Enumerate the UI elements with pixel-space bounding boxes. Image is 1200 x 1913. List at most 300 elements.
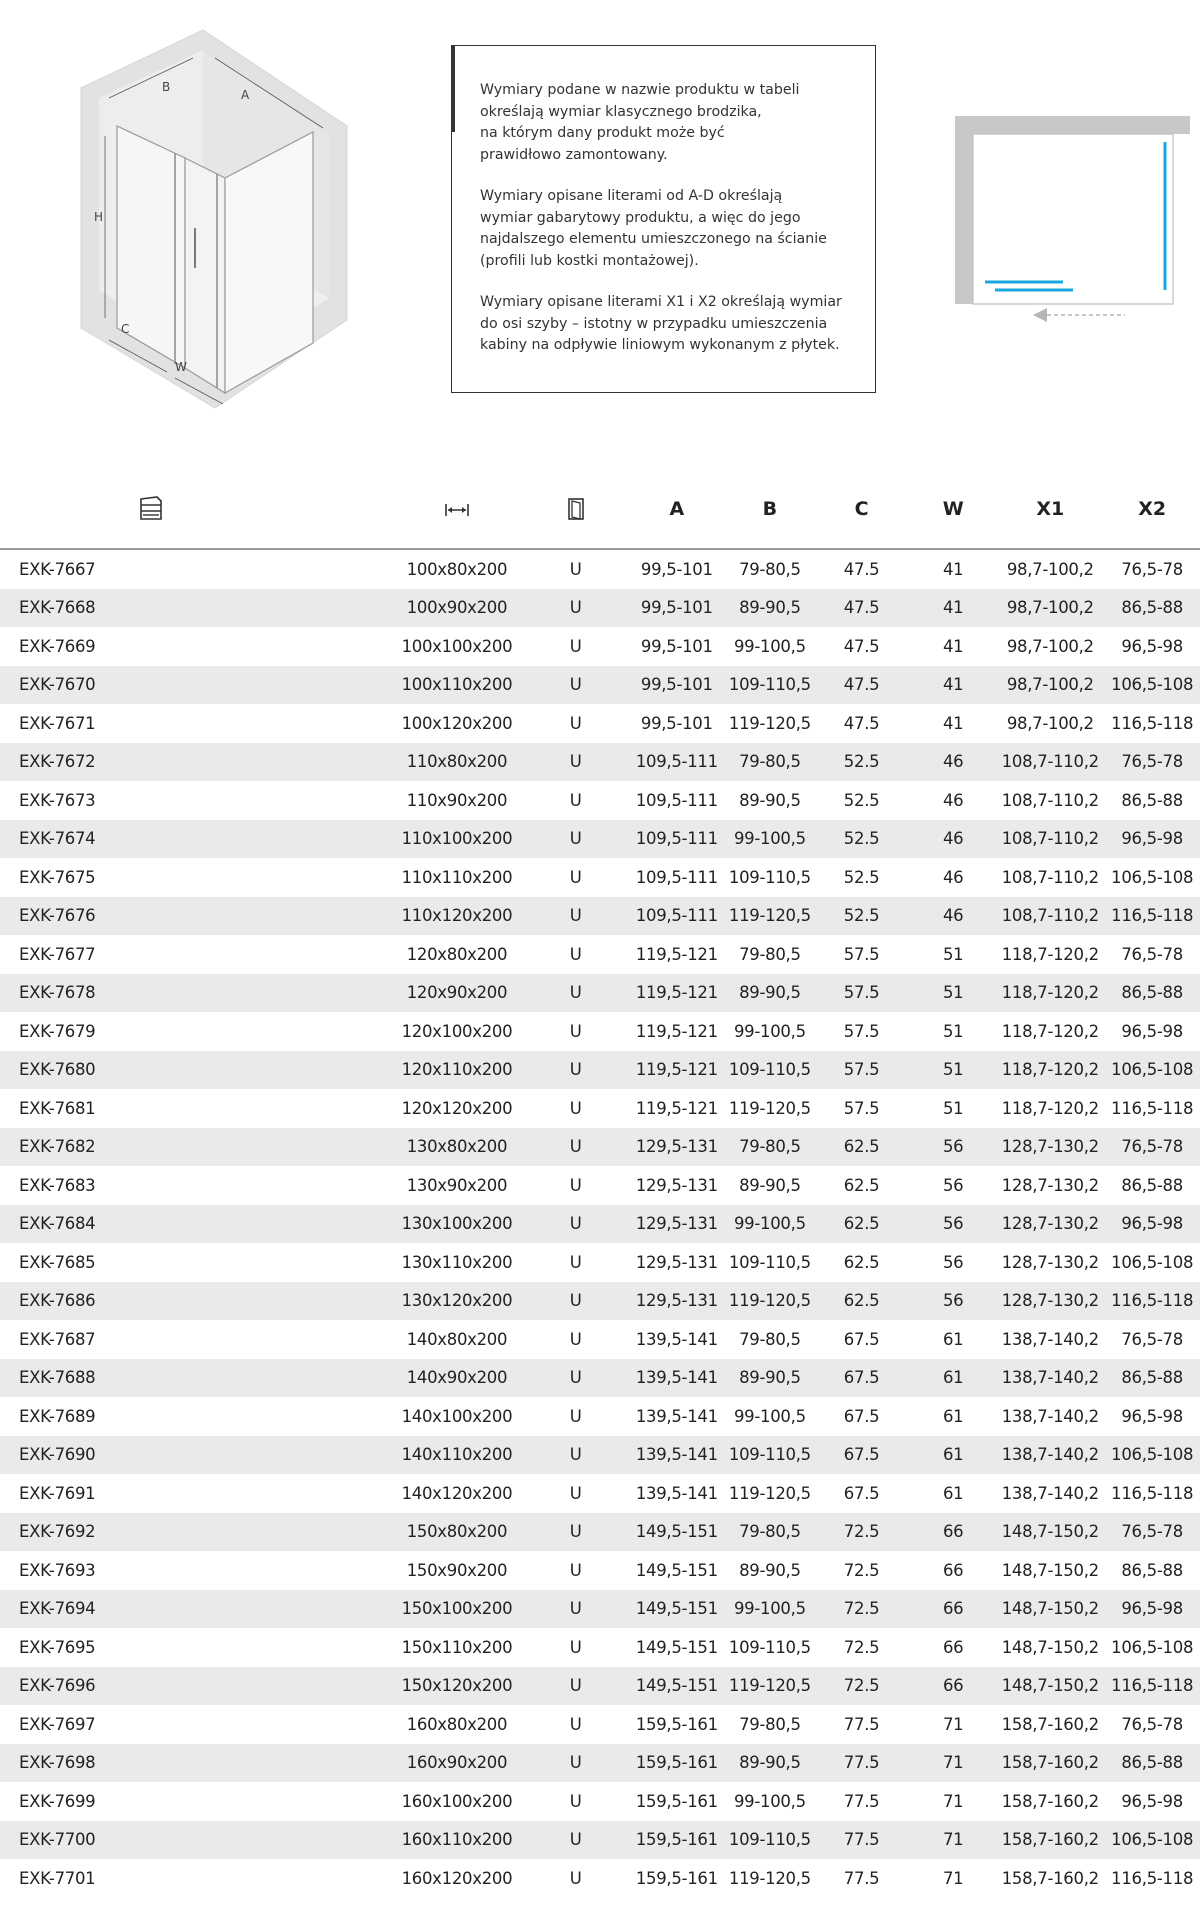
product-code-cell: EXK-7692 <box>0 1513 390 1552</box>
x1-cell: 148,7-150,2 <box>996 1513 1104 1552</box>
a-cell: 129,5-131 <box>635 1252 718 1272</box>
x2-cell: 106,5-108 <box>1111 1637 1194 1657</box>
diagram-label-a: A <box>241 88 250 102</box>
c-cell: 77.5 <box>813 1744 910 1783</box>
diagram-label-c: C <box>121 322 130 336</box>
c-cell: 47.5 <box>813 666 910 705</box>
product-code-cell: EXK-7685 <box>19 1252 96 1272</box>
header-door-type <box>524 470 627 549</box>
c-cell: 47.5 <box>813 589 910 628</box>
dimensions-cell: 100x110x200 <box>390 666 525 705</box>
door-type-cell: U <box>524 820 627 859</box>
a-cell: 149,5-151 <box>627 1513 727 1552</box>
info-note-box <box>451 45 876 393</box>
product-code-cell: EXK-7689 <box>19 1406 96 1426</box>
table-row <box>0 1051 1200 1090</box>
door-type-cell: U <box>524 1821 627 1860</box>
door-type-cell: U <box>569 1791 582 1811</box>
dimensions-cell: 160x80x200 <box>406 1714 508 1734</box>
b-cell: 109-110,5 <box>727 1436 813 1475</box>
a-cell: 139,5-141 <box>635 1329 718 1349</box>
a-cell: 99,5-101 <box>640 636 713 656</box>
b-cell: 99-100,5 <box>727 1590 813 1629</box>
x1-cell: 98,7-100,2 <box>1006 713 1094 733</box>
door-type-cell: U <box>569 1637 582 1657</box>
c-cell: 52.5 <box>813 743 910 782</box>
x2-cell: 96,5-98 <box>1104 1205 1200 1244</box>
product-code-cell: EXK-7686 <box>0 1282 390 1321</box>
table-row <box>0 1590 1200 1629</box>
product-code-cell: EXK-7694 <box>0 1590 390 1629</box>
table-row <box>0 858 1200 897</box>
a-cell: 139,5-141 <box>635 1483 718 1503</box>
x2-cell: 96,5-98 <box>1121 1406 1183 1426</box>
c-cell: 67.5 <box>843 1483 880 1503</box>
w-cell: 41 <box>910 589 996 628</box>
c-cell: 77.5 <box>813 1821 910 1860</box>
x2-cell: 106,5-108 <box>1104 1051 1200 1090</box>
w-cell: 61 <box>942 1329 964 1349</box>
x2-cell: 96,5-98 <box>1121 1021 1183 1041</box>
x1-cell: 138,7-140,2 <box>996 1436 1104 1475</box>
a-cell: 159,5-161 <box>635 1791 718 1811</box>
door-type-cell: U <box>524 1205 627 1244</box>
dimensions-cell: 120x90x200 <box>390 974 525 1013</box>
w-cell: 51 <box>942 944 964 964</box>
b-cell: 89-90,5 <box>739 790 801 810</box>
b-cell: 89-90,5 <box>727 589 813 628</box>
product-code-cell: EXK-7671 <box>19 713 96 733</box>
door-type-cell: U <box>569 790 582 810</box>
note-paragraph-3: Wymiary opisane literami X1 i X2 określają wymiar do osi szyby – istotny w przypadku umieszczenia kabiny na odpływie liniowym wykonanym z płytek. <box>480 294 842 353</box>
b-cell: 89-90,5 <box>727 1744 813 1783</box>
x2-cell: 96,5-98 <box>1104 1590 1200 1629</box>
b-cell: 99-100,5 <box>733 1406 806 1426</box>
x1-cell: 138,7-140,2 <box>1001 1406 1099 1426</box>
a-cell: 109,5-111 <box>635 790 718 810</box>
b-cell: 109-110,5 <box>728 1252 811 1272</box>
dimensions-cell: 110x100x200 <box>390 820 525 859</box>
table-row <box>0 1859 1200 1898</box>
table-row <box>0 1436 1200 1475</box>
a-cell: 149,5-151 <box>635 1637 718 1657</box>
a-cell: 129,5-131 <box>627 1205 727 1244</box>
a-cell: 119,5-121 <box>635 1098 718 1118</box>
b-cell: 89-90,5 <box>727 974 813 1013</box>
a-cell: 139,5-141 <box>627 1436 727 1475</box>
dimensions-cell: 100x90x200 <box>390 589 525 628</box>
top-section <box>0 0 1200 420</box>
c-cell: 72.5 <box>843 1637 880 1657</box>
table-row <box>0 974 1200 1013</box>
a-cell: 99,5-101 <box>640 559 713 579</box>
b-cell: 119-120,5 <box>727 1667 813 1706</box>
x2-cell: 86,5-88 <box>1104 974 1200 1013</box>
w-cell: 56 <box>942 1175 964 1195</box>
c-cell: 77.5 <box>843 1714 880 1734</box>
c-cell: 77.5 <box>843 1868 880 1888</box>
product-code-cell: EXK-7701 <box>19 1868 96 1888</box>
w-cell: 71 <box>942 1714 964 1734</box>
product-code-cell: EXK-7674 <box>0 820 390 859</box>
product-code-cell: EXK-7696 <box>0 1667 390 1706</box>
dimensions-cell: 140x110x200 <box>390 1436 525 1475</box>
x2-cell: 116,5-118 <box>1111 713 1194 733</box>
table-row <box>0 589 1200 628</box>
dimensions-table <box>0 470 1200 1898</box>
table-row <box>0 627 1200 666</box>
x1-cell: 98,7-100,2 <box>996 666 1104 705</box>
a-cell: 159,5-161 <box>635 1714 718 1734</box>
door-type-cell: U <box>524 1667 627 1706</box>
door-type-cell: U <box>569 1406 582 1426</box>
b-cell: 109-110,5 <box>727 1821 813 1860</box>
diagram-label-b: B <box>162 80 171 94</box>
product-code-cell: EXK-7677 <box>19 944 96 964</box>
a-cell: 99,5-101 <box>627 666 727 705</box>
x2-cell: 76,5-78 <box>1121 1714 1183 1734</box>
x2-cell: 96,5-98 <box>1121 1791 1183 1811</box>
x1-cell: 158,7-160,2 <box>996 1744 1104 1783</box>
door-type-cell: U <box>569 713 582 733</box>
note-accent-bar <box>452 46 455 132</box>
b-cell: 99-100,5 <box>733 636 806 656</box>
w-cell: 46 <box>910 820 996 859</box>
x2-cell: 116,5-118 <box>1104 1282 1200 1321</box>
c-cell: 72.5 <box>813 1513 910 1552</box>
door-type-cell: U <box>524 743 627 782</box>
x2-cell: 86,5-88 <box>1121 1175 1183 1195</box>
x1-cell: 158,7-160,2 <box>996 1821 1104 1860</box>
a-cell: 109,5-111 <box>627 820 727 859</box>
b-cell: 79-80,5 <box>727 743 813 782</box>
w-cell: 71 <box>942 1868 964 1888</box>
door-type-cell: U <box>524 1436 627 1475</box>
b-cell: 79-80,5 <box>739 944 801 964</box>
dimensions-cell: 160x110x200 <box>390 1821 525 1860</box>
dimensions-cell: 140x90x200 <box>390 1359 525 1398</box>
product-code-cell: EXK-7682 <box>0 1128 390 1167</box>
c-cell: 57.5 <box>843 1021 880 1041</box>
product-code-cell: EXK-7690 <box>0 1436 390 1475</box>
table-row <box>0 1243 1200 1282</box>
product-code-cell: EXK-7691 <box>19 1483 96 1503</box>
x2-cell: 76,5-78 <box>1104 1128 1200 1167</box>
table-row <box>0 1320 1200 1359</box>
w-cell: 41 <box>942 559 964 579</box>
door-type-cell: U <box>569 944 582 964</box>
x2-cell: 86,5-88 <box>1104 589 1200 628</box>
c-cell: 62.5 <box>813 1205 910 1244</box>
dimensions-cell: 110x120x200 <box>390 897 525 936</box>
c-cell: 57.5 <box>813 974 910 1013</box>
a-cell: 159,5-161 <box>627 1744 727 1783</box>
dimensions-cell: 110x90x200 <box>406 790 508 810</box>
a-cell: 159,5-161 <box>627 1821 727 1860</box>
x1-cell: 98,7-100,2 <box>1006 636 1094 656</box>
w-cell: 71 <box>910 1744 996 1783</box>
x1-cell: 108,7-110,2 <box>996 820 1104 859</box>
x1-cell: 108,7-110,2 <box>996 897 1104 936</box>
x1-cell: 98,7-100,2 <box>1006 559 1094 579</box>
x2-cell: 76,5-78 <box>1104 743 1200 782</box>
c-cell: 47.5 <box>843 713 880 733</box>
dimensions-cell: 130x80x200 <box>390 1128 525 1167</box>
dimensions-cell: 150x100x200 <box>390 1590 525 1629</box>
dimensions-cell: 130x90x200 <box>406 1175 508 1195</box>
b-cell: 79-80,5 <box>739 1329 801 1349</box>
w-cell: 71 <box>910 1821 996 1860</box>
dimensions-cell: 130x100x200 <box>390 1205 525 1244</box>
dimensions-cell: 140x120x200 <box>401 1483 513 1503</box>
x1-cell: 158,7-160,2 <box>1001 1868 1099 1888</box>
door-type-cell: U <box>569 636 582 656</box>
door-type-cell: U <box>524 666 627 705</box>
dimensions-cell: 100x100x200 <box>401 636 513 656</box>
header-b: B <box>727 470 813 549</box>
a-cell: 149,5-151 <box>635 1560 718 1580</box>
x1-cell: 108,7-110,2 <box>996 743 1104 782</box>
a-cell: 129,5-131 <box>627 1282 727 1321</box>
w-cell: 56 <box>910 1282 996 1321</box>
product-code-cell: EXK-7698 <box>0 1744 390 1783</box>
c-cell: 67.5 <box>813 1436 910 1475</box>
a-cell: 119,5-121 <box>635 1021 718 1041</box>
w-cell: 46 <box>942 790 964 810</box>
table-row <box>0 1474 1200 1513</box>
table-row <box>0 1128 1200 1167</box>
door-type-cell: U <box>524 1359 627 1398</box>
x2-cell: 76,5-78 <box>1121 559 1183 579</box>
dimensions-cell: 120x120x200 <box>401 1098 513 1118</box>
shower-isometric-diagram <box>75 28 355 413</box>
w-cell: 61 <box>910 1359 996 1398</box>
table-body <box>0 549 1200 1898</box>
x1-cell: 118,7-120,2 <box>1001 944 1099 964</box>
c-cell: 62.5 <box>813 1282 910 1321</box>
b-cell: 99-100,5 <box>733 1791 806 1811</box>
x2-cell: 86,5-88 <box>1104 1744 1200 1783</box>
table-row <box>0 1089 1200 1128</box>
b-cell: 79-80,5 <box>739 559 801 579</box>
w-cell: 46 <box>910 743 996 782</box>
product-code-cell: EXK-7670 <box>0 666 390 705</box>
door-type-cell: U <box>524 1051 627 1090</box>
table-row <box>0 1705 1200 1744</box>
c-cell: 72.5 <box>813 1667 910 1706</box>
door-type-cell: U <box>569 559 582 579</box>
door-type-cell: U <box>524 1513 627 1552</box>
x1-cell: 128,7-130,2 <box>1001 1252 1099 1272</box>
b-cell: 119-120,5 <box>728 713 811 733</box>
c-cell: 47.5 <box>843 559 880 579</box>
b-cell: 79-80,5 <box>727 1513 813 1552</box>
a-cell: 119,5-121 <box>627 1051 727 1090</box>
b-cell: 89-90,5 <box>739 1175 801 1195</box>
product-code-cell: EXK-7697 <box>19 1714 96 1734</box>
dimensions-cell: 160x100x200 <box>401 1791 513 1811</box>
table-row <box>0 1397 1200 1436</box>
x2-cell: 116,5-118 <box>1111 1483 1194 1503</box>
x1-cell: 148,7-150,2 <box>996 1667 1104 1706</box>
door-type-cell: U <box>524 897 627 936</box>
diagram-label-w: W <box>175 360 187 374</box>
c-cell: 57.5 <box>843 944 880 964</box>
a-cell: 109,5-111 <box>627 897 727 936</box>
a-cell: 99,5-101 <box>640 713 713 733</box>
door-type-cell: U <box>524 589 627 628</box>
w-cell: 71 <box>942 1791 964 1811</box>
a-cell: 159,5-161 <box>635 1868 718 1888</box>
c-cell: 72.5 <box>813 1590 910 1629</box>
w-cell: 51 <box>942 1021 964 1041</box>
x2-cell: 106,5-108 <box>1104 1436 1200 1475</box>
x2-cell: 116,5-118 <box>1104 1667 1200 1706</box>
dimensions-cell: 120x110x200 <box>390 1051 525 1090</box>
product-code-cell: EXK-7683 <box>19 1175 96 1195</box>
width-arrows-icon <box>444 501 470 519</box>
x1-cell: 118,7-120,2 <box>996 974 1104 1013</box>
x2-cell: 86,5-88 <box>1104 1359 1200 1398</box>
x1-cell: 138,7-140,2 <box>996 1359 1104 1398</box>
b-cell: 119-120,5 <box>727 897 813 936</box>
door-type-cell: U <box>569 1483 582 1503</box>
product-code-cell: EXK-7699 <box>19 1791 96 1811</box>
w-cell: 66 <box>910 1667 996 1706</box>
product-code-cell: EXK-7678 <box>0 974 390 1013</box>
table-row <box>0 1205 1200 1244</box>
x1-cell: 108,7-110,2 <box>1001 790 1099 810</box>
table-row <box>0 549 1200 589</box>
w-cell: 66 <box>910 1513 996 1552</box>
x1-cell: 128,7-130,2 <box>996 1128 1104 1167</box>
product-code-cell: EXK-7684 <box>0 1205 390 1244</box>
c-cell: 52.5 <box>843 867 880 887</box>
x1-cell: 148,7-150,2 <box>1001 1560 1099 1580</box>
x2-cell: 116,5-118 <box>1111 1098 1194 1118</box>
header-c: C <box>813 470 910 549</box>
c-cell: 67.5 <box>843 1406 880 1426</box>
table-row <box>0 1282 1200 1321</box>
product-code-cell: EXK-7676 <box>0 897 390 936</box>
x2-cell: 76,5-78 <box>1121 1329 1183 1349</box>
tray-icon <box>137 495 165 523</box>
table-header-row <box>0 470 1200 549</box>
door-type-cell: U <box>569 1560 582 1580</box>
w-cell: 51 <box>910 1051 996 1090</box>
x1-cell: 158,7-160,2 <box>1001 1714 1099 1734</box>
w-cell: 46 <box>942 867 964 887</box>
c-cell: 62.5 <box>843 1252 880 1272</box>
product-code-cell: EXK-7675 <box>19 867 96 887</box>
c-cell: 72.5 <box>843 1560 880 1580</box>
door-type-cell: U <box>569 1714 582 1734</box>
door-type-cell: U <box>524 1128 627 1167</box>
table-row <box>0 666 1200 705</box>
table-row <box>0 897 1200 936</box>
table-row <box>0 1551 1200 1590</box>
x2-cell: 76,5-78 <box>1104 1513 1200 1552</box>
a-cell: 139,5-141 <box>635 1406 718 1426</box>
table-row <box>0 781 1200 820</box>
b-cell: 119-120,5 <box>728 1483 811 1503</box>
w-cell: 66 <box>942 1637 964 1657</box>
x1-cell: 118,7-120,2 <box>1001 1021 1099 1041</box>
b-cell: 89-90,5 <box>739 1560 801 1580</box>
header-x2: X2 <box>1104 470 1200 549</box>
door-type-cell: U <box>524 1282 627 1321</box>
x2-cell: 116,5-118 <box>1104 897 1200 936</box>
header-x1: X1 <box>996 470 1104 549</box>
b-cell: 109-110,5 <box>727 1051 813 1090</box>
door-type-cell: U <box>569 1175 582 1195</box>
a-cell: 99,5-101 <box>627 589 727 628</box>
dimensions-cell: 120x80x200 <box>406 944 508 964</box>
table-row <box>0 743 1200 782</box>
dimensions-cell: 140x80x200 <box>406 1329 508 1349</box>
x1-cell: 98,7-100,2 <box>996 589 1104 628</box>
door-type-cell: U <box>524 974 627 1013</box>
w-cell: 56 <box>942 1252 964 1272</box>
b-cell: 99-100,5 <box>727 1205 813 1244</box>
a-cell: 109,5-111 <box>635 867 718 887</box>
b-cell: 109-110,5 <box>728 867 811 887</box>
c-cell: 52.5 <box>813 897 910 936</box>
product-code-cell: EXK-7667 <box>19 559 96 579</box>
x1-cell: 148,7-150,2 <box>996 1590 1104 1629</box>
b-cell: 79-80,5 <box>727 1128 813 1167</box>
header-a: A <box>627 470 727 549</box>
b-cell: 119-120,5 <box>728 1098 811 1118</box>
dimensions-cell: 130x120x200 <box>390 1282 525 1321</box>
product-code-cell: EXK-7668 <box>0 589 390 628</box>
x2-cell: 96,5-98 <box>1104 820 1200 859</box>
x1-cell: 118,7-120,2 <box>996 1051 1104 1090</box>
w-cell: 61 <box>942 1406 964 1426</box>
a-cell: 119,5-121 <box>627 974 727 1013</box>
header-tray <box>0 470 390 549</box>
product-code-cell: EXK-7672 <box>0 743 390 782</box>
b-cell: 109-110,5 <box>727 666 813 705</box>
dimensions-cell: 120x100x200 <box>401 1021 513 1041</box>
x2-cell: 86,5-88 <box>1121 1560 1183 1580</box>
b-cell: 79-80,5 <box>739 1714 801 1734</box>
door-type-cell: U <box>569 1329 582 1349</box>
c-cell: 62.5 <box>813 1128 910 1167</box>
x1-cell: 118,7-120,2 <box>1001 1098 1099 1118</box>
w-cell: 41 <box>942 636 964 656</box>
x1-cell: 148,7-150,2 <box>1001 1637 1099 1657</box>
x2-cell: 106,5-108 <box>1111 1252 1194 1272</box>
door-type-cell: U <box>569 1021 582 1041</box>
x1-cell: 138,7-140,2 <box>1001 1483 1099 1503</box>
table-row <box>0 1166 1200 1205</box>
x2-cell: 76,5-78 <box>1121 944 1183 964</box>
product-code-cell: EXK-7688 <box>0 1359 390 1398</box>
a-cell: 119,5-121 <box>635 944 718 964</box>
x1-cell: 138,7-140,2 <box>1001 1329 1099 1349</box>
b-cell: 99-100,5 <box>727 820 813 859</box>
b-cell: 119-120,5 <box>727 1282 813 1321</box>
product-code-cell: EXK-7687 <box>19 1329 96 1349</box>
table-row <box>0 820 1200 859</box>
door-type-cell: U <box>524 1744 627 1783</box>
table-row <box>0 935 1200 974</box>
w-cell: 61 <box>942 1483 964 1503</box>
product-code-cell: EXK-7669 <box>19 636 96 656</box>
dimensions-cell: 100x80x200 <box>406 559 508 579</box>
a-cell: 129,5-131 <box>635 1175 718 1195</box>
